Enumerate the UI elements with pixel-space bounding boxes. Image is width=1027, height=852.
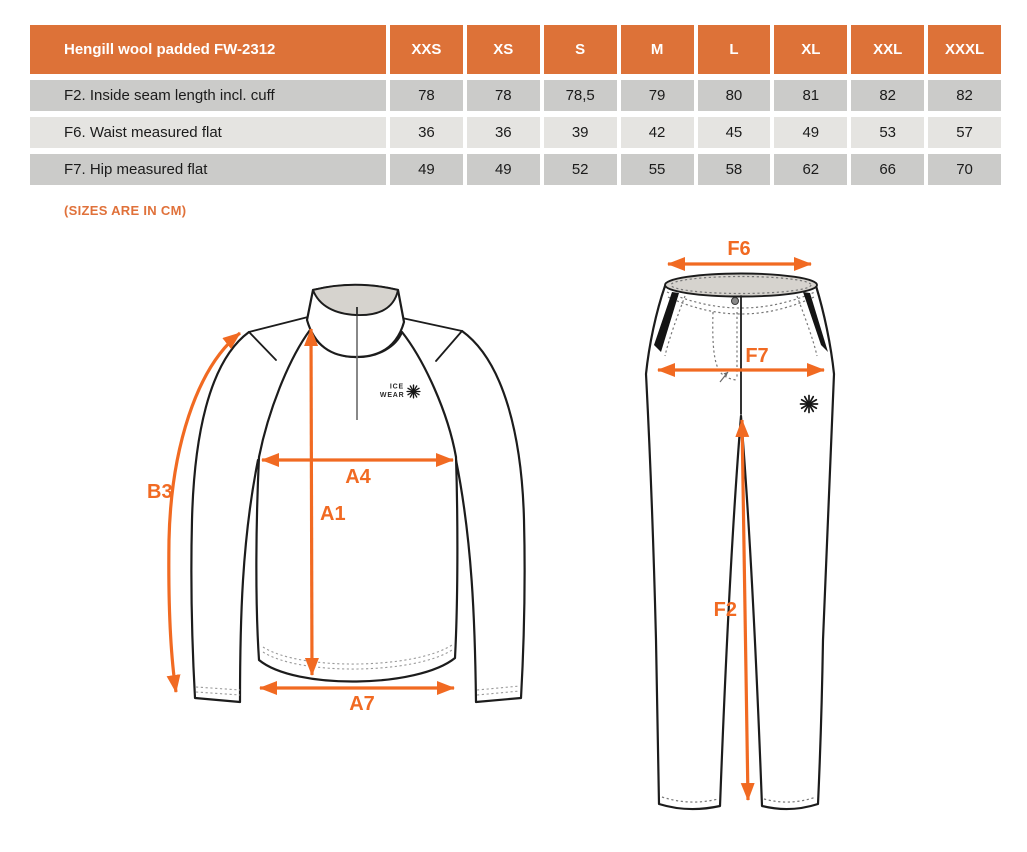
a1-label: A1 bbox=[320, 503, 346, 525]
size-cell: 66 bbox=[851, 154, 924, 185]
size-cell: 79 bbox=[621, 80, 694, 111]
logo-text-line2: WEAR bbox=[379, 392, 405, 399]
product-name-header: Hengill wool padded FW-2312 bbox=[30, 25, 386, 74]
units-note: (SIZES ARE IN CM) bbox=[64, 203, 187, 218]
size-cell: 70 bbox=[928, 154, 1001, 185]
size-cell: 58 bbox=[698, 154, 771, 185]
f6-label: F6 bbox=[727, 238, 751, 260]
row-label: F6. Waist measured flat bbox=[30, 117, 386, 148]
size-cell: 49 bbox=[774, 117, 847, 148]
size-cell: 49 bbox=[467, 154, 540, 185]
size-col-header-xs: XS bbox=[467, 25, 540, 74]
size-cell: 36 bbox=[390, 117, 463, 148]
size-col-header-l: L bbox=[698, 25, 771, 74]
size-col-header-xxs: XXS bbox=[390, 25, 463, 74]
size-cell: 45 bbox=[698, 117, 771, 148]
size-cell: 39 bbox=[544, 117, 617, 148]
size-cell: 78,5 bbox=[544, 80, 617, 111]
size-col-header-s: S bbox=[544, 25, 617, 74]
sweater-drawing bbox=[147, 285, 525, 715]
size-cell: 82 bbox=[851, 80, 924, 111]
a4-label: A4 bbox=[345, 466, 371, 488]
size-cell: 57 bbox=[928, 117, 1001, 148]
size-cell: 81 bbox=[774, 80, 847, 111]
size-col-header-xl: XL bbox=[774, 25, 847, 74]
size-cell: 42 bbox=[621, 117, 694, 148]
size-col-header-m: M bbox=[621, 25, 694, 74]
waist-opening bbox=[665, 274, 817, 297]
waist-button bbox=[732, 298, 739, 305]
f2-label: F2 bbox=[713, 599, 737, 621]
size-cell: 53 bbox=[851, 117, 924, 148]
size-cell: 78 bbox=[467, 80, 540, 111]
size-cell: 80 bbox=[698, 80, 771, 111]
a7-label: A7 bbox=[349, 693, 375, 715]
size-cell: 78 bbox=[390, 80, 463, 111]
size-cell: 36 bbox=[467, 117, 540, 148]
size-cell: 55 bbox=[621, 154, 694, 185]
b3-label: B3 bbox=[147, 481, 173, 503]
size-cell: 62 bbox=[774, 154, 847, 185]
row-label: F2. Inside seam length incl. cuff bbox=[30, 80, 386, 111]
size-cell: 49 bbox=[390, 154, 463, 185]
f7-label: F7 bbox=[745, 345, 769, 367]
size-cell: 52 bbox=[544, 154, 617, 185]
size-col-header-xxl: XXL bbox=[851, 25, 924, 74]
pants-drawing bbox=[646, 238, 834, 809]
pants-outline bbox=[646, 286, 834, 809]
size-col-header-xxxl: XXXL bbox=[928, 25, 1001, 74]
logo-text-line1: ICE bbox=[389, 383, 404, 391]
size-cell: 82 bbox=[928, 80, 1001, 111]
a1-length-measure-arrow bbox=[311, 329, 312, 675]
row-label: F7. Hip measured flat bbox=[30, 154, 386, 185]
